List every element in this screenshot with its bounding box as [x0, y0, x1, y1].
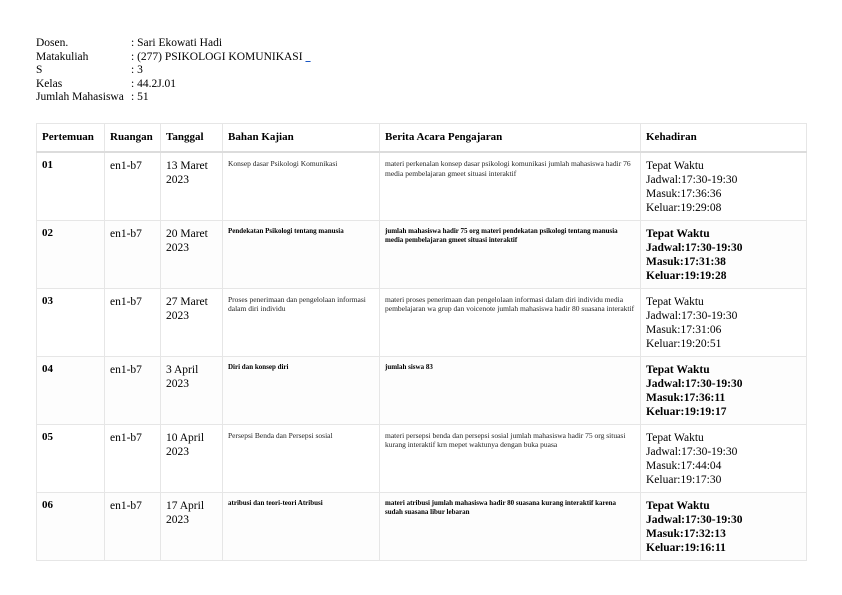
- attendance-line: Tepat Waktu: [646, 227, 710, 240]
- attendance-line: Keluar:19:20:51: [646, 337, 722, 350]
- room-cell: en1-b7: [105, 152, 161, 220]
- date-cell: 3 April 2023: [161, 356, 223, 424]
- lecture-info: [36, 37, 311, 105]
- meeting-number: 03: [37, 288, 105, 356]
- room-cell: en1-b7: [105, 424, 161, 492]
- room-cell: en1-b7: [105, 288, 161, 356]
- info-label: S: [36, 64, 43, 76]
- meeting-number: 04: [37, 356, 105, 424]
- info-label: Dosen.: [36, 37, 69, 49]
- attendance-line: Keluar:19:16:11: [646, 541, 726, 554]
- info-value: : 3: [131, 64, 143, 76]
- topic-cell: Persepsi Benda dan Persepsi sosial: [223, 424, 380, 492]
- meeting-number: 05: [37, 424, 105, 492]
- attendance-line: Tepat Waktu: [646, 295, 704, 308]
- header-report: Berita Acara Pengajaran: [380, 124, 641, 153]
- room-cell: en1-b7: [105, 492, 161, 560]
- attendance-line: Keluar:19:17:30: [646, 473, 722, 486]
- table-header-row: [37, 124, 807, 153]
- topic-cell: Konsep dasar Psikologi Komunikasi: [223, 152, 380, 220]
- info-label: Jumlah Mahasiswa: [36, 91, 124, 103]
- table-row: [37, 492, 807, 560]
- attendance-cell: [641, 288, 807, 356]
- room-cell: en1-b7: [105, 220, 161, 288]
- header-topic: Bahan Kajian: [223, 124, 380, 153]
- attendance-line: Jadwal:17:30-19:30: [646, 513, 743, 526]
- report-cell: materi atribusi jumlah mahasiswa hadir 80 suasana kurang interaktif karena sudah suasana libur lebaran: [380, 492, 641, 560]
- table-row: [37, 424, 807, 492]
- info-row-lecturer: [36, 37, 311, 51]
- report-cell: materi proses penerimaan dan pengelolaan informasi dalam diri individu media pembelajaran wa grup dan voicenote jumlah mahasiswa hadir 80 suasana interaktif: [380, 288, 641, 356]
- attendance-cell: [641, 424, 807, 492]
- attendance-line: Jadwal:17:30-19:30: [646, 309, 738, 322]
- date-cell: 13 Maret 2023: [161, 152, 223, 220]
- attendance-cell: [641, 152, 807, 220]
- table-row: [37, 288, 807, 356]
- info-row-course: [36, 51, 311, 65]
- attendance-line: Tepat Waktu: [646, 499, 710, 512]
- topic-cell: Proses penerimaan dan pengelolaan informasi dalam diri individu: [223, 288, 380, 356]
- info-value: : 44.2J.01: [131, 77, 177, 90]
- report-cell: jumlah mahasiswa hadir 75 org materi pendekatan psikologi tentang manusia media pembelajaran gmeet situasi interaktif: [380, 220, 641, 288]
- topic-cell: atribusi dan teori-teori Atribusi: [223, 492, 380, 560]
- attendance-line: Masuk:17:31:06: [646, 323, 722, 336]
- attendance-line: Jadwal:17:30-19:30: [646, 377, 743, 390]
- attendance-line: Tepat Waktu: [646, 160, 704, 172]
- info-label: Matakuliah: [36, 50, 89, 63]
- meeting-number: 01: [37, 152, 105, 220]
- info-row-semester: [36, 64, 311, 78]
- attendance-line: Keluar:19:29:08: [646, 202, 722, 214]
- attendance-line: Keluar:19:19:28: [646, 269, 727, 282]
- meeting-number: 02: [37, 220, 105, 288]
- attendance-table: [36, 123, 807, 561]
- course-link[interactable]: _: [305, 51, 311, 63]
- info-value: : (277) PSIKOLOGI KOMUNIKASI: [131, 50, 303, 63]
- info-value: : 51: [131, 91, 149, 103]
- header-meeting: Pertemuan: [37, 124, 105, 153]
- attendance-line: Masuk:17:36:36: [646, 188, 722, 200]
- date-cell: 10 April 2023: [161, 424, 223, 492]
- table-row: [37, 220, 807, 288]
- attendance-line: Tepat Waktu: [646, 431, 704, 444]
- date-cell: 17 April 2023: [161, 492, 223, 560]
- info-label: Kelas: [36, 77, 63, 90]
- topic-cell: Pendekatan Psikologi tentang manusia: [223, 220, 380, 288]
- meeting-number: 06: [37, 492, 105, 560]
- attendance-line: Jadwal:17:30-19:30: [646, 445, 738, 458]
- report-cell: materi persepsi benda dan persepsi sosial jumlah mahasiswa hadir 75 org situasi kurang interaktif krn mepet waktunya dengan buka puasa: [380, 424, 641, 492]
- header-date: Tanggal: [161, 124, 223, 153]
- attendance-line: Jadwal:17:30-19:30: [646, 174, 738, 186]
- attendance-cell: [641, 492, 807, 560]
- attendance-line: Masuk:17:36:11: [646, 391, 726, 404]
- table-body: [37, 152, 807, 560]
- report-cell: jumlah siswa 83: [380, 356, 641, 424]
- table-row: [37, 152, 807, 220]
- info-row-student-count: [36, 91, 311, 105]
- info-value: : Sari Ekowati Hadi: [131, 37, 223, 49]
- table-row: [37, 356, 807, 424]
- info-row-class: [36, 78, 311, 92]
- header-attendance: Kehadiran: [641, 124, 807, 153]
- report-cell: materi perkenalan konsep dasar psikologi komunikasi jumlah mahasiswa hadir 76 media pembelajaran gmeet situasi interaktif: [380, 152, 641, 220]
- date-cell: 20 Maret 2023: [161, 220, 223, 288]
- room-cell: en1-b7: [105, 356, 161, 424]
- attendance-line: Masuk:17:31:38: [646, 255, 726, 268]
- date-cell: 27 Maret 2023: [161, 288, 223, 356]
- attendance-cell: [641, 356, 807, 424]
- attendance-line: Tepat Waktu: [646, 363, 710, 376]
- attendance-line: Masuk:17:32:13: [646, 527, 726, 540]
- attendance-line: Jadwal:17:30-19:30: [646, 241, 743, 254]
- attendance-line: Keluar:19:19:17: [646, 405, 727, 418]
- topic-cell: Diri dan konsep diri: [223, 356, 380, 424]
- attendance-line: Masuk:17:44:04: [646, 459, 722, 472]
- header-room: Ruangan: [105, 124, 161, 153]
- attendance-cell: [641, 220, 807, 288]
